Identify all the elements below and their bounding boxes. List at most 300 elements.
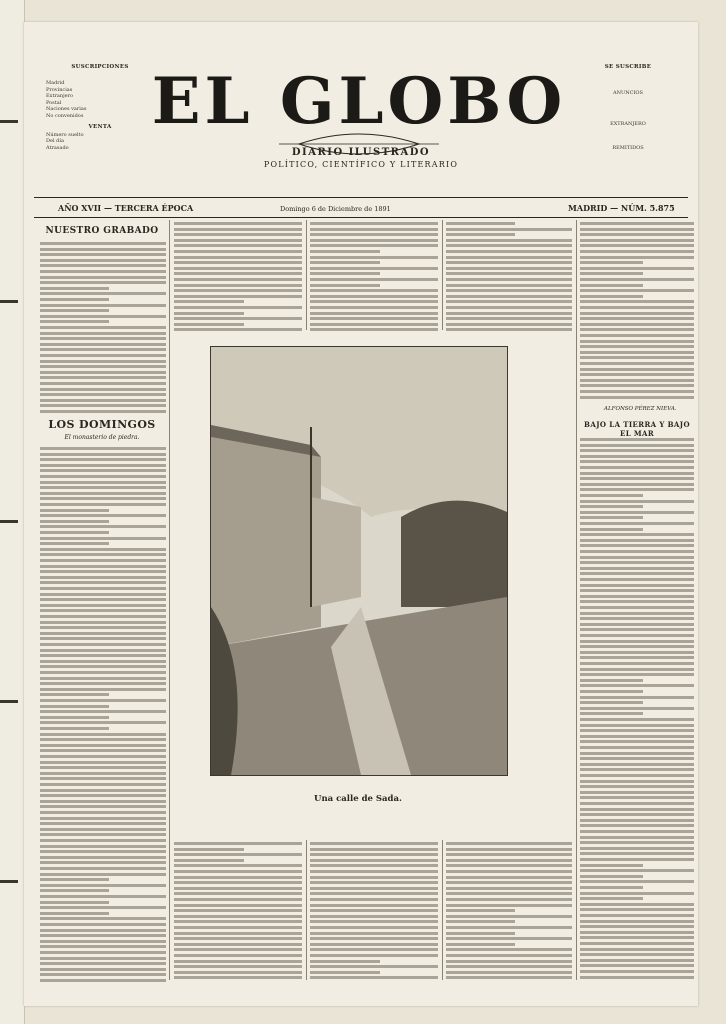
text-line (40, 901, 109, 904)
text-line (40, 509, 109, 512)
text-line (580, 522, 694, 525)
text-line (580, 379, 694, 382)
text-line (580, 897, 643, 900)
text-line (580, 460, 694, 463)
text-line (446, 881, 572, 884)
text-line (580, 684, 694, 687)
text-line (40, 632, 166, 635)
text-line (580, 267, 694, 270)
text-line (310, 842, 438, 845)
text-line (40, 789, 166, 792)
text-line (580, 718, 694, 721)
right-box-section: EXTRANJERO (610, 120, 646, 127)
text-line (580, 841, 694, 844)
text-line (580, 239, 694, 242)
text-line (40, 906, 166, 909)
text-line (40, 923, 166, 926)
text-line (40, 873, 166, 876)
text-line (174, 904, 302, 907)
text-line (310, 848, 438, 851)
text-line (580, 295, 643, 298)
text-line (580, 272, 643, 275)
text-line (580, 289, 694, 292)
text-line (580, 483, 694, 486)
text-line (40, 710, 166, 713)
text-line (40, 565, 166, 568)
text-line (580, 600, 694, 603)
text-line (174, 323, 244, 326)
text-line (40, 940, 166, 943)
text-line (310, 909, 438, 912)
text-line (310, 256, 438, 259)
text-line (580, 640, 694, 643)
text-line (580, 556, 694, 559)
text-line (174, 971, 302, 974)
text-line (580, 780, 694, 783)
text-line (174, 937, 302, 940)
text-line (40, 542, 109, 545)
text-line (310, 312, 438, 315)
text-line (580, 875, 643, 878)
text-line (40, 755, 166, 758)
text-line (310, 859, 438, 862)
text-line (174, 943, 302, 946)
text-line (580, 589, 694, 592)
text-line (580, 222, 694, 225)
text-line (40, 962, 166, 965)
text-line (310, 876, 438, 879)
text-line (40, 264, 166, 267)
illustration-caption: Una calle de Sada. (314, 794, 402, 804)
text-line (40, 615, 166, 618)
text-line (40, 733, 166, 736)
text-line (580, 356, 694, 359)
text-line (40, 315, 166, 318)
text-line (580, 572, 694, 575)
text-line (174, 887, 302, 890)
text-line (310, 222, 438, 225)
text-line (40, 945, 166, 948)
text-line (580, 668, 694, 671)
text-line (446, 909, 515, 912)
text-line (580, 628, 694, 631)
text-line (580, 334, 694, 337)
text-line (40, 587, 166, 590)
text-line (40, 671, 166, 674)
text-line (580, 539, 694, 542)
text-line (310, 937, 438, 940)
text-line (580, 813, 694, 816)
text-line (40, 828, 166, 831)
text-line (174, 278, 302, 281)
venta-row: Atrasado (46, 144, 69, 151)
text-line (310, 926, 438, 929)
text-line (446, 954, 572, 957)
text-line (174, 289, 302, 292)
text-line (40, 738, 166, 741)
subscription-row: Postal (46, 99, 62, 106)
article-heading-los-domingos: LOS DOMINGOS (48, 418, 156, 431)
text-line (40, 727, 109, 730)
text-line (40, 917, 166, 920)
text-line (446, 853, 572, 856)
illustration-engraving (210, 346, 508, 776)
masthead-tagline: POLÍTICO, CIENTÍFICO Y LITERARIO (263, 160, 459, 169)
text-line (446, 267, 572, 270)
text-line (40, 845, 166, 848)
text-line (174, 892, 302, 895)
text-line (310, 870, 438, 873)
text-line (310, 920, 438, 923)
text-line (40, 783, 166, 786)
text-line (174, 909, 302, 912)
text-line (580, 925, 694, 928)
venta-row: Del día (46, 138, 64, 145)
street-scene-illustration (211, 347, 507, 775)
text-line (40, 453, 166, 456)
text-line (40, 497, 166, 500)
text-line (174, 239, 302, 242)
text-line (40, 817, 166, 820)
text-line (580, 662, 694, 665)
text-line (40, 626, 166, 629)
text-line (446, 937, 572, 940)
text-line (446, 976, 572, 979)
subscriptions-rows (46, 80, 154, 120)
text-line (580, 931, 694, 934)
text-line (310, 892, 438, 895)
text-line (580, 449, 694, 452)
article-subheading: El monasterio de piedra. (64, 434, 140, 441)
newspaper-title: EL GLOBO (151, 64, 567, 139)
text-line (40, 376, 166, 379)
text-line (580, 612, 694, 615)
text-line (580, 785, 694, 788)
text-line (446, 915, 572, 918)
text-line (40, 348, 166, 351)
text-line (40, 889, 109, 892)
text-line (580, 595, 694, 598)
text-line (174, 954, 302, 957)
text-line (580, 953, 694, 956)
text-line (40, 337, 166, 340)
text-line (310, 317, 438, 320)
text-line (580, 500, 694, 503)
text-line (310, 261, 380, 264)
text-line (580, 701, 643, 704)
text-line (174, 848, 244, 851)
text-line (580, 300, 694, 303)
text-line (40, 393, 166, 396)
text-line (580, 959, 694, 962)
text-line (310, 948, 438, 951)
text-line (40, 649, 166, 652)
text-line (446, 898, 572, 901)
text-line (40, 833, 166, 836)
text-line (580, 312, 694, 315)
text-line (174, 932, 302, 935)
text-line (580, 757, 694, 760)
text-line (174, 317, 302, 320)
text-line (174, 300, 244, 303)
text-line (580, 673, 694, 676)
text-line (446, 864, 572, 867)
text-line (174, 965, 302, 968)
text-line (40, 531, 109, 534)
text-line (40, 520, 109, 523)
text-line (580, 970, 694, 973)
text-line (446, 284, 572, 287)
text-line (40, 447, 166, 450)
text-line (580, 317, 694, 320)
text-line (580, 362, 694, 365)
text-line (580, 396, 694, 399)
text-line (446, 244, 572, 247)
text-line (310, 250, 380, 253)
text-line (174, 312, 244, 315)
text-line (310, 289, 438, 292)
text-line (40, 242, 166, 245)
text-line (580, 869, 694, 872)
text-line (40, 343, 166, 346)
text-line (446, 848, 572, 851)
text-line (310, 960, 380, 963)
text-line (446, 239, 572, 242)
column-rule (576, 220, 577, 980)
text-line (580, 384, 694, 387)
text-line (40, 867, 166, 870)
text-line (580, 864, 643, 867)
text-line (580, 942, 694, 945)
column-rule (442, 220, 443, 330)
text-line (40, 354, 166, 357)
ornament-icon (149, 124, 569, 164)
text-line (40, 665, 166, 668)
text-line (580, 830, 694, 833)
text-line (580, 494, 643, 497)
text-line (174, 898, 302, 901)
text-line (40, 253, 166, 256)
text-line (446, 250, 572, 253)
text-line (580, 740, 694, 743)
text-line (580, 278, 694, 281)
text-line (40, 682, 166, 685)
text-line (580, 373, 694, 376)
text-line (40, 895, 166, 898)
text-line (580, 847, 694, 850)
text-line (40, 410, 166, 413)
right-box-section: REMITIDOS (612, 145, 644, 152)
text-line (580, 584, 694, 587)
text-line (580, 824, 694, 827)
text-line (40, 360, 166, 363)
text-line (580, 623, 694, 626)
text-line (40, 332, 166, 335)
text-line (580, 696, 694, 699)
text-line (40, 486, 166, 489)
text-line (40, 365, 166, 368)
text-line (310, 932, 438, 935)
text-line (40, 388, 166, 391)
text-line (446, 317, 572, 320)
text-line (174, 256, 302, 259)
text-line (40, 721, 166, 724)
text-line (580, 438, 694, 441)
text-line (40, 320, 109, 323)
dateline-rule-bottom (34, 217, 688, 218)
text-line (174, 876, 302, 879)
text-line (580, 920, 694, 923)
text-line (580, 903, 694, 906)
text-line (580, 656, 694, 659)
text-line (310, 295, 438, 298)
text-line (446, 870, 572, 873)
text-line (40, 464, 166, 467)
text-line (40, 699, 166, 702)
year-issue: AÑO XVII — TERCERA ÉPOCA (58, 203, 194, 213)
text-line (446, 306, 572, 309)
text-line (580, 690, 643, 693)
text-line (40, 744, 166, 747)
text-line (174, 222, 302, 225)
text-line (40, 973, 166, 976)
subscription-row: No convenidos (46, 112, 84, 119)
text-line (446, 256, 572, 259)
text-line (40, 287, 109, 290)
text-line (40, 643, 166, 646)
text-line (40, 593, 166, 596)
text-line (40, 878, 109, 881)
text-line (580, 261, 643, 264)
text-line (40, 404, 166, 407)
text-line (580, 228, 694, 231)
text-line (40, 929, 166, 932)
text-line (310, 954, 438, 957)
adjacent-page-strip (0, 0, 25, 1024)
subscription-row: Extranjero (46, 93, 73, 100)
text-line (40, 637, 166, 640)
text-line (580, 796, 694, 799)
text-line (40, 276, 166, 279)
text-line (174, 920, 302, 923)
subscription-row: Madrid (46, 80, 65, 86)
right-box-section: ANUNCIOS (613, 90, 643, 96)
text-line (580, 340, 694, 343)
city-number: MADRID — NÚM. 5.875 (568, 203, 675, 213)
text-line (580, 505, 643, 508)
text-line (580, 836, 694, 839)
text-line (446, 312, 572, 315)
text-line (40, 270, 166, 273)
text-line (580, 488, 694, 491)
text-line (580, 544, 694, 547)
subscriptions-heading: SUSCRIPCIONES (71, 64, 129, 70)
text-line (174, 328, 302, 331)
text-line (40, 794, 166, 797)
article-heading-bajo-tierra: BAJO LA TIERRA Y BAJO EL MAR (584, 420, 690, 438)
text-line (310, 898, 438, 901)
text-line (174, 881, 302, 884)
text-line (580, 578, 694, 581)
text-line (174, 261, 302, 264)
text-line (446, 920, 515, 923)
masthead-subtitle: DIARIO ILUSTRADO (291, 147, 431, 158)
text-line (446, 328, 572, 331)
venta-row: Número suelto (46, 131, 84, 138)
column-rule (442, 840, 443, 980)
text-line (580, 516, 643, 519)
text-line (174, 272, 302, 275)
text-line (174, 864, 302, 867)
text-line (580, 976, 694, 979)
text-line (40, 688, 166, 691)
text-line (580, 768, 694, 771)
text-line (580, 351, 694, 354)
text-line (580, 914, 694, 917)
text-line (40, 326, 166, 329)
text-line (40, 716, 109, 719)
dateline-rule-top (34, 197, 688, 198)
text-line (580, 729, 694, 732)
text-line (40, 805, 166, 808)
text-line (40, 777, 166, 780)
text-line (310, 267, 438, 270)
text-line (40, 968, 166, 971)
text-line (40, 800, 166, 803)
text-line (446, 323, 572, 326)
text-line (174, 267, 302, 270)
text-line (40, 382, 166, 385)
text-line (580, 763, 694, 766)
column-rule (169, 220, 170, 980)
text-line (40, 705, 109, 708)
text-line (580, 390, 694, 393)
text-line (40, 660, 166, 663)
text-line (446, 971, 572, 974)
text-line (40, 839, 166, 842)
text-line (40, 604, 166, 607)
text-line (446, 960, 572, 963)
text-line (580, 936, 694, 939)
text-line (174, 244, 302, 247)
text-line (40, 458, 166, 461)
text-line (446, 965, 572, 968)
text-line (174, 960, 302, 963)
text-line (40, 281, 166, 284)
text-line (580, 808, 694, 811)
text-line (40, 469, 166, 472)
text-line (580, 617, 694, 620)
text-line (446, 859, 572, 862)
text-line (580, 250, 694, 253)
text-line (580, 746, 694, 749)
text-line (580, 752, 694, 755)
text-line (40, 693, 109, 696)
text-line (580, 533, 694, 536)
text-line (580, 712, 643, 715)
text-line (310, 328, 438, 331)
text-line (310, 887, 438, 890)
text-line (310, 233, 438, 236)
text-line (580, 908, 694, 911)
article-heading-nuestro-grabado: NUESTRO GRABADO (45, 226, 159, 236)
text-line (40, 861, 166, 864)
subscription-row: Provincias (46, 86, 73, 93)
text-line (40, 481, 166, 484)
text-line (580, 528, 643, 531)
text-line (174, 842, 302, 845)
article-author: ALFONSO PÉREZ NIEVA. (604, 406, 677, 412)
